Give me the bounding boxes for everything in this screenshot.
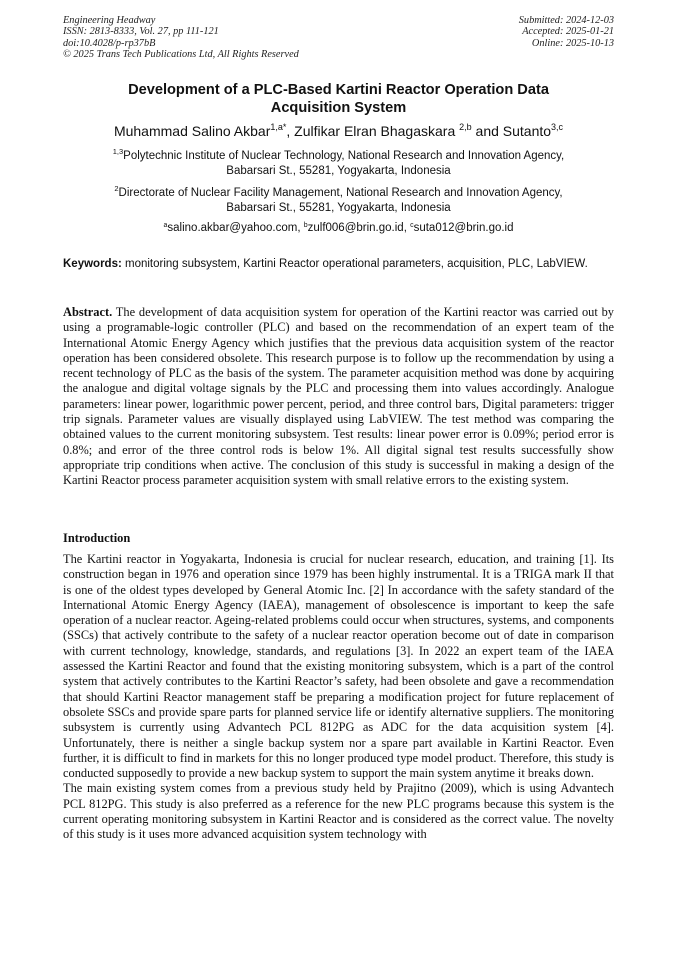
affiliation-1 [63, 149, 614, 179]
affiliation-text: Polytechnic Institute of Nuclear Technology, National Research and Innovation Agency, [123, 150, 565, 162]
affiliation-address: Babarsari St., 55281, Yogyakarta, Indonesia [226, 202, 451, 214]
affiliation-address: Babarsari St., 55281, Yogyakarta, Indonesia [226, 165, 451, 177]
keywords-text: monitoring subsystem, Kartini Reactor operational parameters, acquisition, PLC, LabVIEW. [121, 258, 588, 270]
accepted-date: Accepted: 2025-01-21 [522, 26, 614, 38]
online-date: Online: 2025-10-13 [531, 37, 614, 49]
paragraph: The Kartini reactor in Yogyakarta, Indonesia is crucial for nuclear research, education, and training [1]. Its construction began in 1976 and operation since 1979 has been highly instrumental. It is a TRIGA mark II that is one of the oldest types developed by General Atomic Inc. [2] In accordance with the safety standard of the International Atomic Energy Agency (IAEA), management of obsolescence is important to keep the safe operation of a nuclear reactor. Ageing-related problems could occur when structures, systems, and components (SSCs) that actively contribute to the safety of a nuclear reactor operation become out of date in comparison with current technology, knowledge, standards, and regulations [3]. In 2022 an expert team of the IAEA assessed the Kartini Reactor and found that the existing monitoring subsystem, which is a part of the control system that actively contributes to the Kartini Reactor’s safety, had been obsolete and gave a recommendation that should Kartini Reactor management staff be preparing a modification project for future replacement of obsolete SSCs and provide spare parts for planned service life or identify alternative suppliers. The monitoring subsystem is currently using Advantech PCL 812PG as ADC for the data acquisition system [4]. Unfortunately, there is neither a single backup system nor a spare part available in Kartini Reactor. Even further, it is difficult to find in markets for this no longer produced type model product. Therefore, this study is conducted supposedly to provide a new backup system to support the main system anytime it breaks down. [63, 552, 614, 781]
author-name: Sutanto [502, 123, 552, 139]
author-name: Muhammad Salino Akbar [113, 123, 271, 139]
copyright: © 2025 Trans Tech Publications Ltd, All Rights Reserved [63, 49, 299, 61]
title-line: Acquisition System [270, 100, 407, 116]
journal-doi[interactable]: doi:10.4028/p-rp37bB [63, 37, 156, 49]
paragraph: The main existing system comes from a previous study held by Prajitno (2009), which is using Advantech PCL 812PG. This study is also preferred as a reference for the new PLC programs because this system is the current operating monitoring subsystem in Kartini Reactor and is considered as the correct value. The novelty of this study is it uses more advanced acquisition system technology with [63, 781, 614, 842]
keywords-label: Keywords: [63, 258, 122, 270]
affiliation-text: Directorate of Nuclear Facility Management, National Research and Innovation Agency, [118, 187, 563, 199]
email-link[interactable]: zulf006@brin.go.id, [307, 222, 411, 234]
email-link[interactable]: suta012@brin.go.id [413, 222, 514, 234]
email-mark: b [303, 222, 308, 229]
submitted-date: Submitted: 2024-12-03 [518, 15, 614, 26]
email-mark: a [163, 222, 168, 229]
email-link[interactable]: salino.akbar@yahoo.com, [167, 222, 304, 234]
section-heading-introduction: Introduction [63, 531, 131, 545]
affiliation-mark: 1,3 [112, 147, 124, 156]
author-separator: and [471, 123, 503, 139]
email-mark: c [410, 222, 414, 229]
abstract-text: The development of data acquisition system for operation of the Kartini reactor was carried out by using a programable-logic controller (PLC) and based on the recommendation of an expert team of the International Atomic Energy Agency which justifies that the previous data acquisition system of the reactor operation has been considered obsolete. This research purpose is to follow up the recommendation by using a recent technology of PLC as the basis of the system. The parameter acquisition method was done by acquiring the analogue and digital voltage signals by the PLC and processing them into values accordingly. Analogue parameters: linear power, logarithmic power percent, period, and three control bars, Digital parameters: trigger trip signals. Parameter values are visually displayed using LabVIEW. The test method was comparing the obtained values to the current monitoring subsystem. Test results: linear power error is 0.09%; period error is 0.8%; and error of the three control rods is below 1%. All digital signal test results successfully show appropriate trip conditions when active. The conclusion of this study is successful in making a design of the Kartini Reactor process parameter acquisition system with small relative errors to the existing system. [63, 305, 614, 488]
introduction-body [63, 552, 614, 843]
author-emails [63, 221, 614, 236]
author-affiliation-mark: 3,c [551, 122, 564, 132]
paper-title [63, 81, 614, 117]
abstract [63, 305, 614, 489]
submission-dates [519, 15, 614, 49]
journal-name: Engineering Headway [63, 15, 156, 26]
affiliation-2 [63, 186, 614, 216]
abstract-label: Abstract. [63, 305, 113, 319]
author-separator: , [286, 123, 295, 139]
author-list [63, 122, 614, 140]
affiliation-mark: 2 [114, 184, 119, 193]
author-affiliation-mark: 1,a* [270, 122, 287, 132]
journal-issn: ISSN: 2813-8333, Vol. 27, pp 111-121 [63, 26, 219, 38]
journal-info [63, 15, 299, 61]
author-affiliation-mark: 2,b [459, 122, 472, 132]
author-name: Zulfikar Elran Bhagaskara [294, 123, 460, 139]
title-line: Development of a PLC-Based Kartini Reactor Operation Data [128, 82, 549, 98]
keywords [63, 257, 614, 273]
